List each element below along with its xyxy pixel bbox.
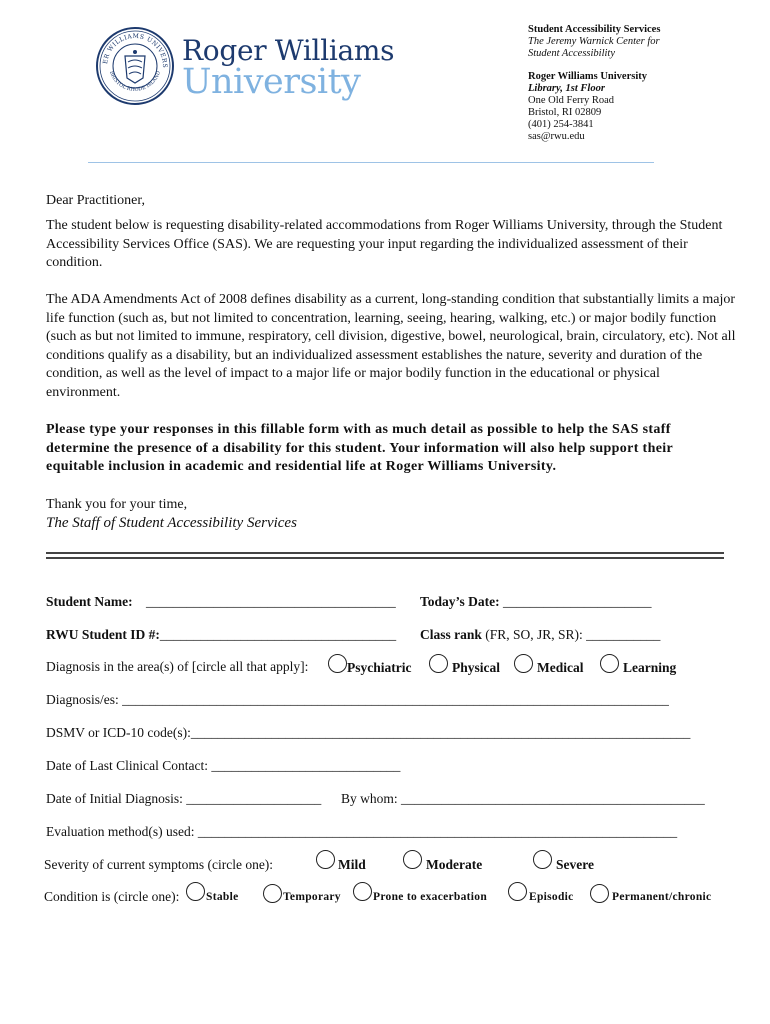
- medical-option: Medical: [537, 660, 584, 675]
- ada-paragraph: The ADA Amendments Act of 2008 defines disability as a current, long-standing condition that substantially limits a major life function (such as, but not limited to concentration, learning, seeing, hearing, walking, etc.) or major bodily function (such as but not limited to immune, respiratory, cell division, digestive, bowel, neurological, brain, circulatory, etc). Not all conditions qualify as a disability, but an individualized assessment establishes the nature, severity and duration of the condition, as well as the level of impact to a major life or major bodily function in the educational or physical environment.: [46, 292, 736, 400]
- student-name-label: Student Name:: [46, 594, 133, 609]
- episodic-radio[interactable]: [508, 882, 527, 901]
- codes-field[interactable]: DSMV or ICD-10 code(s):__________________________________________________________________________: [46, 725, 691, 740]
- university-seal: [95, 26, 175, 106]
- city-state-zip: Bristol, RI 02809: [528, 107, 602, 118]
- street-address: One Old Ferry Road: [528, 95, 615, 106]
- permanent-chronic-radio[interactable]: [590, 884, 609, 903]
- by-whom-field[interactable]: By whom: _____________________________________________: [341, 791, 705, 806]
- intro-paragraph: The student below is requesting disability-related accommodations from Roger Williams University, through the Student Accessibility Services Office (SAS). We are requesting your input regarding the individualized assessment of their condition.: [46, 218, 723, 271]
- class-rank-label: Class rank: [420, 627, 482, 642]
- email-address: sas@rwu.edu: [528, 131, 585, 142]
- physical-option: Physical: [452, 660, 501, 675]
- psychiatric-option: Psychiatric: [347, 660, 412, 675]
- header-divider: [88, 162, 654, 163]
- instructions-paragraph: Please type your responses in this fillable form with as much detail as possible to help the SAS staff determine the presence of a disability for this student. Your information will also help support their equitable inclusion in academic and residential life at Roger Williams University.: [46, 422, 673, 475]
- severe-option: Severe: [556, 857, 594, 872]
- moderate-radio[interactable]: [403, 850, 422, 869]
- closing: Thank you for your time,: [46, 497, 188, 512]
- episodic-option: Episodic: [529, 891, 574, 903]
- svg-text:BRISTOL RHODE ISLAND: BRISTOL RHODE ISLAND: [107, 70, 163, 93]
- section-double-rule: [46, 552, 724, 559]
- office-location: Library, 1st Floor: [528, 83, 605, 94]
- initial-diagnosis-field[interactable]: Date of Initial Diagnosis: ____________________: [46, 791, 322, 806]
- temporary-radio[interactable]: [263, 884, 282, 903]
- medical-radio[interactable]: [514, 654, 533, 673]
- logo-university: University: [182, 62, 361, 102]
- learning-option: Learning: [623, 660, 677, 675]
- rwu-id-input[interactable]: ___________________________________: [159, 627, 397, 642]
- todays-date-input[interactable]: ______________________: [503, 594, 652, 609]
- severity-label: Severity of current symptoms (circle one):: [44, 857, 274, 872]
- student-name-field[interactable]: [46, 594, 396, 610]
- permanent-chronic-option: Permanent/chronic: [612, 891, 712, 903]
- condition-label: Condition is (circle one):: [44, 889, 180, 904]
- class-rank-input[interactable]: (FR, SO, JR, SR): ___________: [481, 627, 661, 642]
- class-rank-field[interactable]: [420, 627, 660, 643]
- mild-radio[interactable]: [316, 850, 335, 869]
- logo-roger-williams: Roger Williams: [182, 34, 395, 67]
- svg-text:ROGER WILLIAMS UNIVERSITY: ER WILLIAMS UNIVERS: [102, 32, 169, 69]
- stable-option: Stable: [206, 891, 239, 903]
- last-contact-field[interactable]: Date of Last Clinical Contact: ____________________________: [46, 758, 401, 773]
- prone-to-exacerbation-option: Prone to exacerbation: [373, 891, 488, 903]
- diagnosis-area-label: Diagnosis in the area(s) of [circle all that apply]:: [46, 659, 309, 674]
- evaluation-field[interactable]: Evaluation method(s) used: _______________________________________________________________________: [46, 824, 678, 839]
- physical-radio[interactable]: [429, 654, 448, 673]
- psychiatric-radio[interactable]: [328, 654, 347, 673]
- university-name: Roger Williams University: [528, 71, 647, 82]
- office-name: Student Accessibility Services: [528, 24, 661, 35]
- mild-option: Mild: [338, 857, 366, 872]
- salutation: Dear Practitioner,: [46, 193, 145, 208]
- office-subtitle-1: The Jeremy Warnick Center for: [528, 36, 660, 47]
- signature: The Staff of Student Accessibility Services: [46, 515, 297, 531]
- moderate-option: Moderate: [426, 857, 483, 872]
- learning-radio[interactable]: [600, 654, 619, 673]
- diagnoses-field[interactable]: Diagnosis/es: _________________________________________________________________________________: [46, 692, 669, 707]
- student-name-input[interactable]: _____________________________________: [146, 594, 396, 609]
- stable-radio[interactable]: [186, 882, 205, 901]
- office-subtitle-2: Student Accessibility: [528, 48, 615, 59]
- rwu-id-field[interactable]: [46, 627, 396, 643]
- temporary-option: Temporary: [283, 891, 341, 903]
- prone-to-exacerbation-radio[interactable]: [353, 882, 372, 901]
- phone-number: (401) 254-3841: [528, 119, 594, 130]
- rwu-id-label: RWU Student ID #:: [46, 627, 160, 642]
- severe-radio[interactable]: [533, 850, 552, 869]
- todays-date-label: Today’s Date:: [420, 594, 500, 609]
- todays-date-field[interactable]: [420, 594, 652, 610]
- office-address-block: [528, 24, 660, 143]
